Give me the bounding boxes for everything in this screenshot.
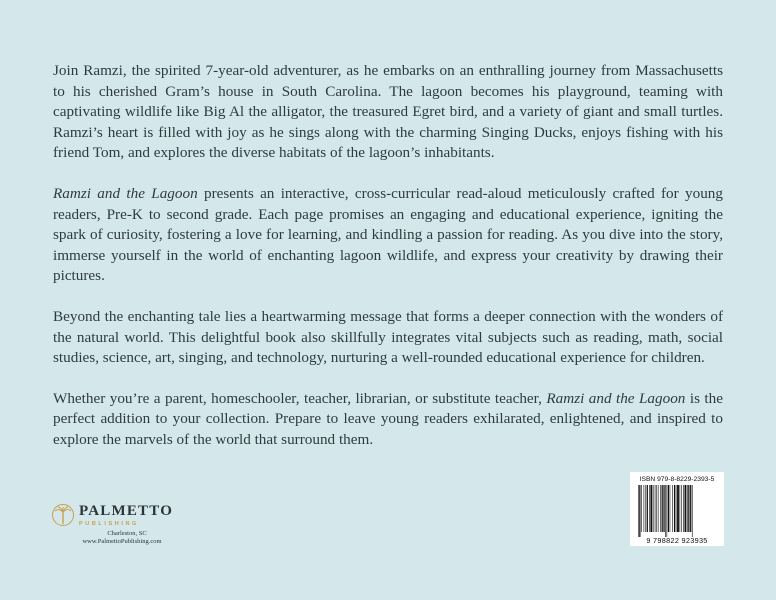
barcode-bar (690, 485, 691, 532)
barcode-number: 9 798822 923935 (646, 536, 708, 545)
blurb-paragraph-4-text: is the perfect addition to your collection. Prepare to leave young readers exhilarated, enlightened, and inspired to explore the marvels of the world that surround them. (53, 389, 723, 448)
barcode-bar (641, 485, 642, 532)
barcode-bar (663, 485, 664, 532)
book-title-italic: Ramzi and the Lagoon (53, 184, 198, 202)
barcode-bar (658, 485, 659, 532)
publisher-city: Charleston, SC (107, 530, 147, 537)
barcode-bar (677, 485, 679, 532)
barcode-bar (653, 485, 654, 532)
blurb-paragraph-4 (53, 389, 723, 451)
barcode-bar (639, 485, 640, 537)
isbn-barcode (630, 472, 724, 546)
barcode-bar (692, 485, 693, 537)
blurb-paragraph-4-lead: Whether you’re a parent, homeschooler, teacher, librarian, or substitute teacher, (53, 389, 547, 407)
blurb-paragraph-3: Beyond the enchanting tale lies a heartwarming message that forms a deeper connection with the wonders of the natural world. This delightful book also skillfully integrates vital subjects such as reading, math, social studies, science, art, singing, and technology, nurturing a well-rounded educational experience for children. (53, 307, 723, 367)
book-title-italic: Ramzi and the Lagoon (546, 389, 686, 407)
barcode-bar (650, 485, 652, 532)
barcode-bar (685, 485, 687, 532)
barcode-bar (681, 485, 682, 532)
blurb-paragraph-2 (53, 184, 723, 287)
barcode-bar (688, 485, 689, 532)
barcode-bars (635, 485, 719, 537)
barcode-bar (676, 485, 677, 532)
barcode-bar (665, 485, 666, 537)
publisher-imprint (52, 503, 192, 546)
barcode-bar (674, 485, 675, 532)
blurb-paragraph-1: Join Ramzi, the spirited 7-year-old adventurer, as he embarks on an enthralling journey from Massachusetts to his cherished Gram’s house in South Carolina. The lagoon becomes his playground, teaming with captivating wildlife like Big Al the alligator, the treasured Egret bird, and a variety of giant and small turtles. Ramzi’s heart is filled with joy as he sings along with the charming Singing Ducks, enjoys fishing with his friend Tom, and explores the diverse habitats of the lagoon’s inhabitants. (53, 62, 723, 162)
blurb-paragraph-2-text: presents an interactive, cross-curricular read-aloud meticulously crafted for young readers, Pre-K to second grade. Each page promises an engaging and educational experience, igniting the spark of curiosity, fostering a love for learning, and kindling a passion for reading. As you dive into the story, immerse yourself in the world of enchanting lagoon wildlife, and express your creativity by drawing their pictures. (53, 184, 723, 285)
publisher-website: www.PalmettoPublishing.com (82, 538, 162, 545)
publisher-name: PALMETTO (79, 502, 174, 519)
isbn-label: ISBN 979-8-8229-2393-5 (639, 476, 715, 483)
barcode-bar (649, 485, 650, 532)
barcode-bar (668, 485, 669, 532)
palmetto-tree-icon (52, 503, 74, 527)
barcode-bar (687, 485, 688, 532)
barcode-bar (660, 485, 661, 532)
publisher-subname: PUBLISHING (79, 520, 139, 527)
barcode-bar (645, 485, 646, 532)
barcode-bar (638, 485, 639, 537)
barcode-bar (656, 485, 657, 532)
barcode-bar (683, 485, 684, 532)
barcode-bar (655, 485, 656, 532)
barcode-bar (680, 485, 681, 532)
barcode-bar (667, 485, 668, 537)
barcode-bar (662, 485, 663, 532)
barcode-bar (644, 485, 645, 532)
barcode-bar (647, 485, 648, 532)
back-cover-description (53, 61, 723, 471)
barcode-bar (670, 485, 671, 532)
barcode-bar (672, 485, 673, 532)
